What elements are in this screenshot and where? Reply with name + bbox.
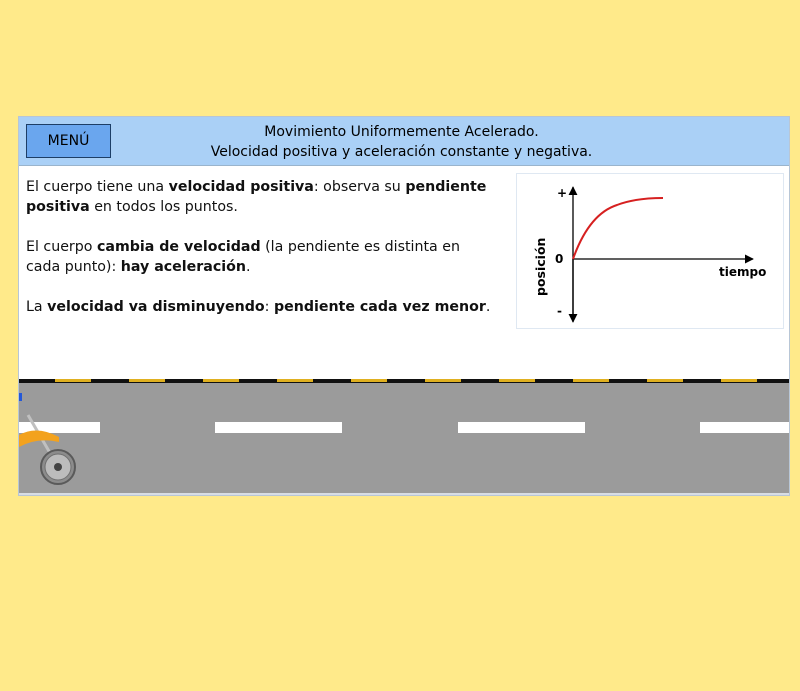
road — [19, 379, 789, 495]
main-panel — [18, 116, 790, 496]
title-line-1: Movimiento Uniformemente Acelerado. — [264, 124, 539, 140]
explanation-paragraph — [26, 237, 491, 277]
explanation-paragraph — [26, 177, 491, 217]
explanation-paragraph — [26, 297, 491, 317]
text-run: El cuerpo tiene una — [26, 179, 169, 195]
plus-label: + — [557, 186, 568, 200]
bold-text: velocidad va disminuyendo — [47, 299, 265, 315]
x-axis-label: tiempo — [719, 265, 767, 279]
text-run: : observa su — [313, 179, 406, 195]
bold-text: velocidad positiva — [168, 179, 314, 195]
menu-button[interactable]: MENÚ — [26, 124, 111, 158]
text-run: : — [264, 299, 274, 315]
bold-text: hay aceleración — [120, 259, 246, 275]
text-run: . — [485, 299, 491, 315]
bold-text: cambia de velocidad — [96, 239, 261, 255]
position-time-graph — [516, 173, 784, 329]
page-title — [119, 122, 684, 162]
zero-label: 0 — [555, 252, 564, 266]
y-axis-label: posición — [533, 237, 548, 296]
position-curve — [573, 198, 663, 259]
text-run: (la pendiente es distinta en cada punto): — [26, 239, 460, 275]
road-surface — [19, 379, 789, 495]
text-run: en todos los puntos. — [89, 199, 238, 215]
title-line-2: Velocidad positiva y aceleración constante y negativa. — [210, 144, 593, 160]
text-run: El cuerpo — [26, 239, 97, 255]
bold-text: pendiente positiva — [26, 179, 487, 215]
header-bar — [19, 117, 789, 166]
minus-label: - — [557, 304, 562, 318]
graph-svg — [517, 174, 783, 328]
bold-text: pendiente cada vez menor — [273, 299, 486, 315]
road-svg — [19, 379, 789, 495]
text-run: La — [26, 299, 48, 315]
text-run: . — [245, 259, 251, 275]
explanation-text — [26, 177, 491, 337]
